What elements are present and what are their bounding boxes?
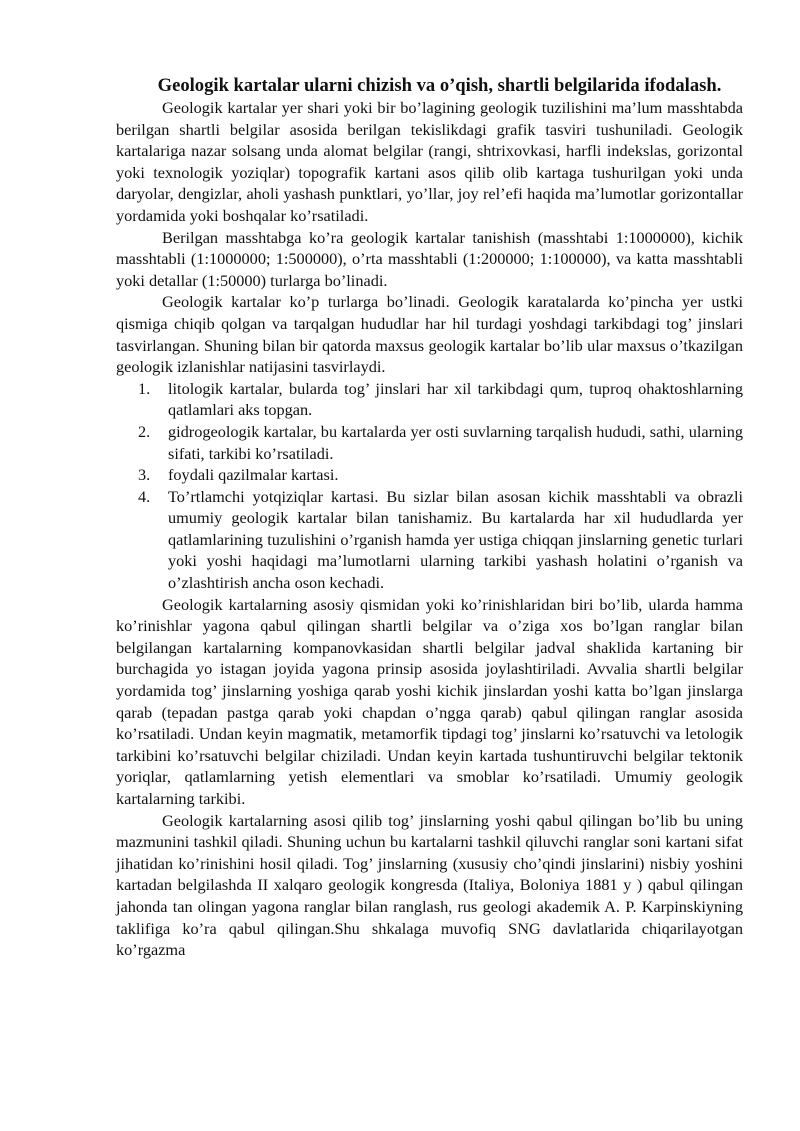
- document-page: [116, 74, 743, 961]
- list-item: [116, 486, 743, 594]
- list-number: 1.: [138, 378, 151, 398]
- paragraph-scales: Berilgan masshtabga ko’ra geologik kartalar tanishish (masshtabi 1:1000000), kichik masshtabli (1:1000000; 1:500000), o’rta masshtabli (1:200000; 1:100000), va katta masshtabli yoki detallar (1:50000) turlarga bo’linadi.: [116, 227, 743, 290]
- list-item: [116, 421, 743, 464]
- map-types-list: [116, 378, 743, 594]
- list-number: 2.: [138, 421, 151, 441]
- paragraph-definition: Geologik kartalar yer shari yoki bir bo’lagining geologik tuzilishini ma’lum masshtabda berilgan shartli belgilar asosida berilgan tekislikdagi grafik tasviri tushuniladi. Geologik kartalariga nazar solsang unda alomat belgilar (rangi, shtrixovkasi, harfli indekslas, gorizontal yoki texnologik yoziqlar) topografik kartani asos qilib olib kartaga tushurilgan yoki unda daryolar, dengizlar, aholi yashash punktlari, yo’llar, joy rel’efi haqida ma’lumotlar gorizontallar yordamida yoki boshqalar ko’rsatiladi.: [116, 98, 743, 225]
- list-text: foydali qazilmalar kartasi.: [168, 465, 339, 485]
- document-title: Geologik kartalar ularni chizish va o’qish, shartli belgilarida ifodalash.: [157, 75, 722, 96]
- list-text: gidrogeologik kartalar, bu kartalarda yer osti suvlarning tarqalish hududi, sathi, ularning sifati, tarkibi ko’rsatiladi.: [168, 421, 743, 463]
- list-number: 3.: [138, 465, 151, 485]
- list-item: [116, 464, 743, 486]
- paragraph-rock-age: Geologik kartalarning asosi qilib tog’ jinslarning yoshi qabul qilingan bo’lib bu uning mazmunini tashkil qiladi. Shuning uchun bu kartalarni tashkil qiluvchi ranglar soni kartani sifat jihatidan ko’rinishini hosil qiladi. Tog’ jinslarning (xususiy cho’qindi jinslarini) nisbiy yoshini kartadan belgilashda II xalqaro geologik kongresda (Italiya, Boloniya 1881 y ) qabul qilingan jahonda tan olingan yagona ranglar bilan ranglash, rus geologi akademik A. P. Karpinskiyning taklifiga ko’ra qabul qilingan.Shu shkalaga muvofiq SNG davlatlarida chiqarilayotgan ko’rgazma: [116, 810, 743, 960]
- list-item: [116, 378, 743, 421]
- list-text: litologik kartalar, bularda tog’ jinslari har xil tarkibdagi qum, tuproq ohaktoshlarning qatlamlari aks topgan.: [168, 378, 743, 420]
- paragraph-types: Geologik kartalar ko’p turlarga bo’linadi. Geologik karatalarda ko’pincha yer ustki qismiga chiqib qolgan va tarqalgan hududlar har hil turdagi yoshdagi tarkibdagi tog’ jinslari tasvirlangan. Shuning bilan bir qatorda maxsus geologik kartalar bo’lib ular maxsus o’tkazilgan geologik izlanishlar natijasini tasvirlaydi.: [116, 292, 743, 377]
- list-text: To’rtlamchi yotqiziqlar kartasi. Bu sizlar bilan asosan kichik masshtabli va obrazli umumiy geologik kartalar bilan tanishamiz. Bu kartalarda har xil hududlarda yer qatlamlarining tuzulishini o’rganish hamda yer ustiga chiqqan jinslarning genetic turlari yoki yoshi haqidagi ma’lumotlarni ularning tarkibi yashash holatini o’rganish va o’zlashtirish ancha oson kechadi.: [168, 486, 743, 593]
- paragraph-legend-layout: Geologik kartalarning asosiy qismidan yoki ko’rinishlaridan biri bo’lib, ularda hamma ko’rinishlar yagona qabul qilingan shartli belgilar va o’ziga xos bo’lgan ranglar bilan belgilangan kartalarning kompanovkasidan shartli belgilar jadval shaklida kartaning bir burchagida yo istagan joyida yagona prinsip asosida joylashtiriladi. Avvalia shartli belgilar yordamida tog’ jinslarning yoshiga qarab yoshi kichik jinslardan yoshi katta bo’lgan jinslarga qarab (tepadan pastga qarab yoki chapdan o’ngga qarab) qabul qilingan ranglar asosida ko’rsatiladi. Undan keyin magmatik, metamorfik tipdagi tog’ jinslarni ko’rsatuvchi va letologik tarkibini ko’rsatuvchi belgilar chiziladi. Undan keyin kartada tushuntiruvchi belgilar tektonik yoriqlar, qatlamlarning yetish elementlari va smoblar ko’rsatiladi. Umumiy geologik kartalarning tarkibi.: [116, 594, 743, 808]
- list-number: 4.: [138, 486, 151, 506]
